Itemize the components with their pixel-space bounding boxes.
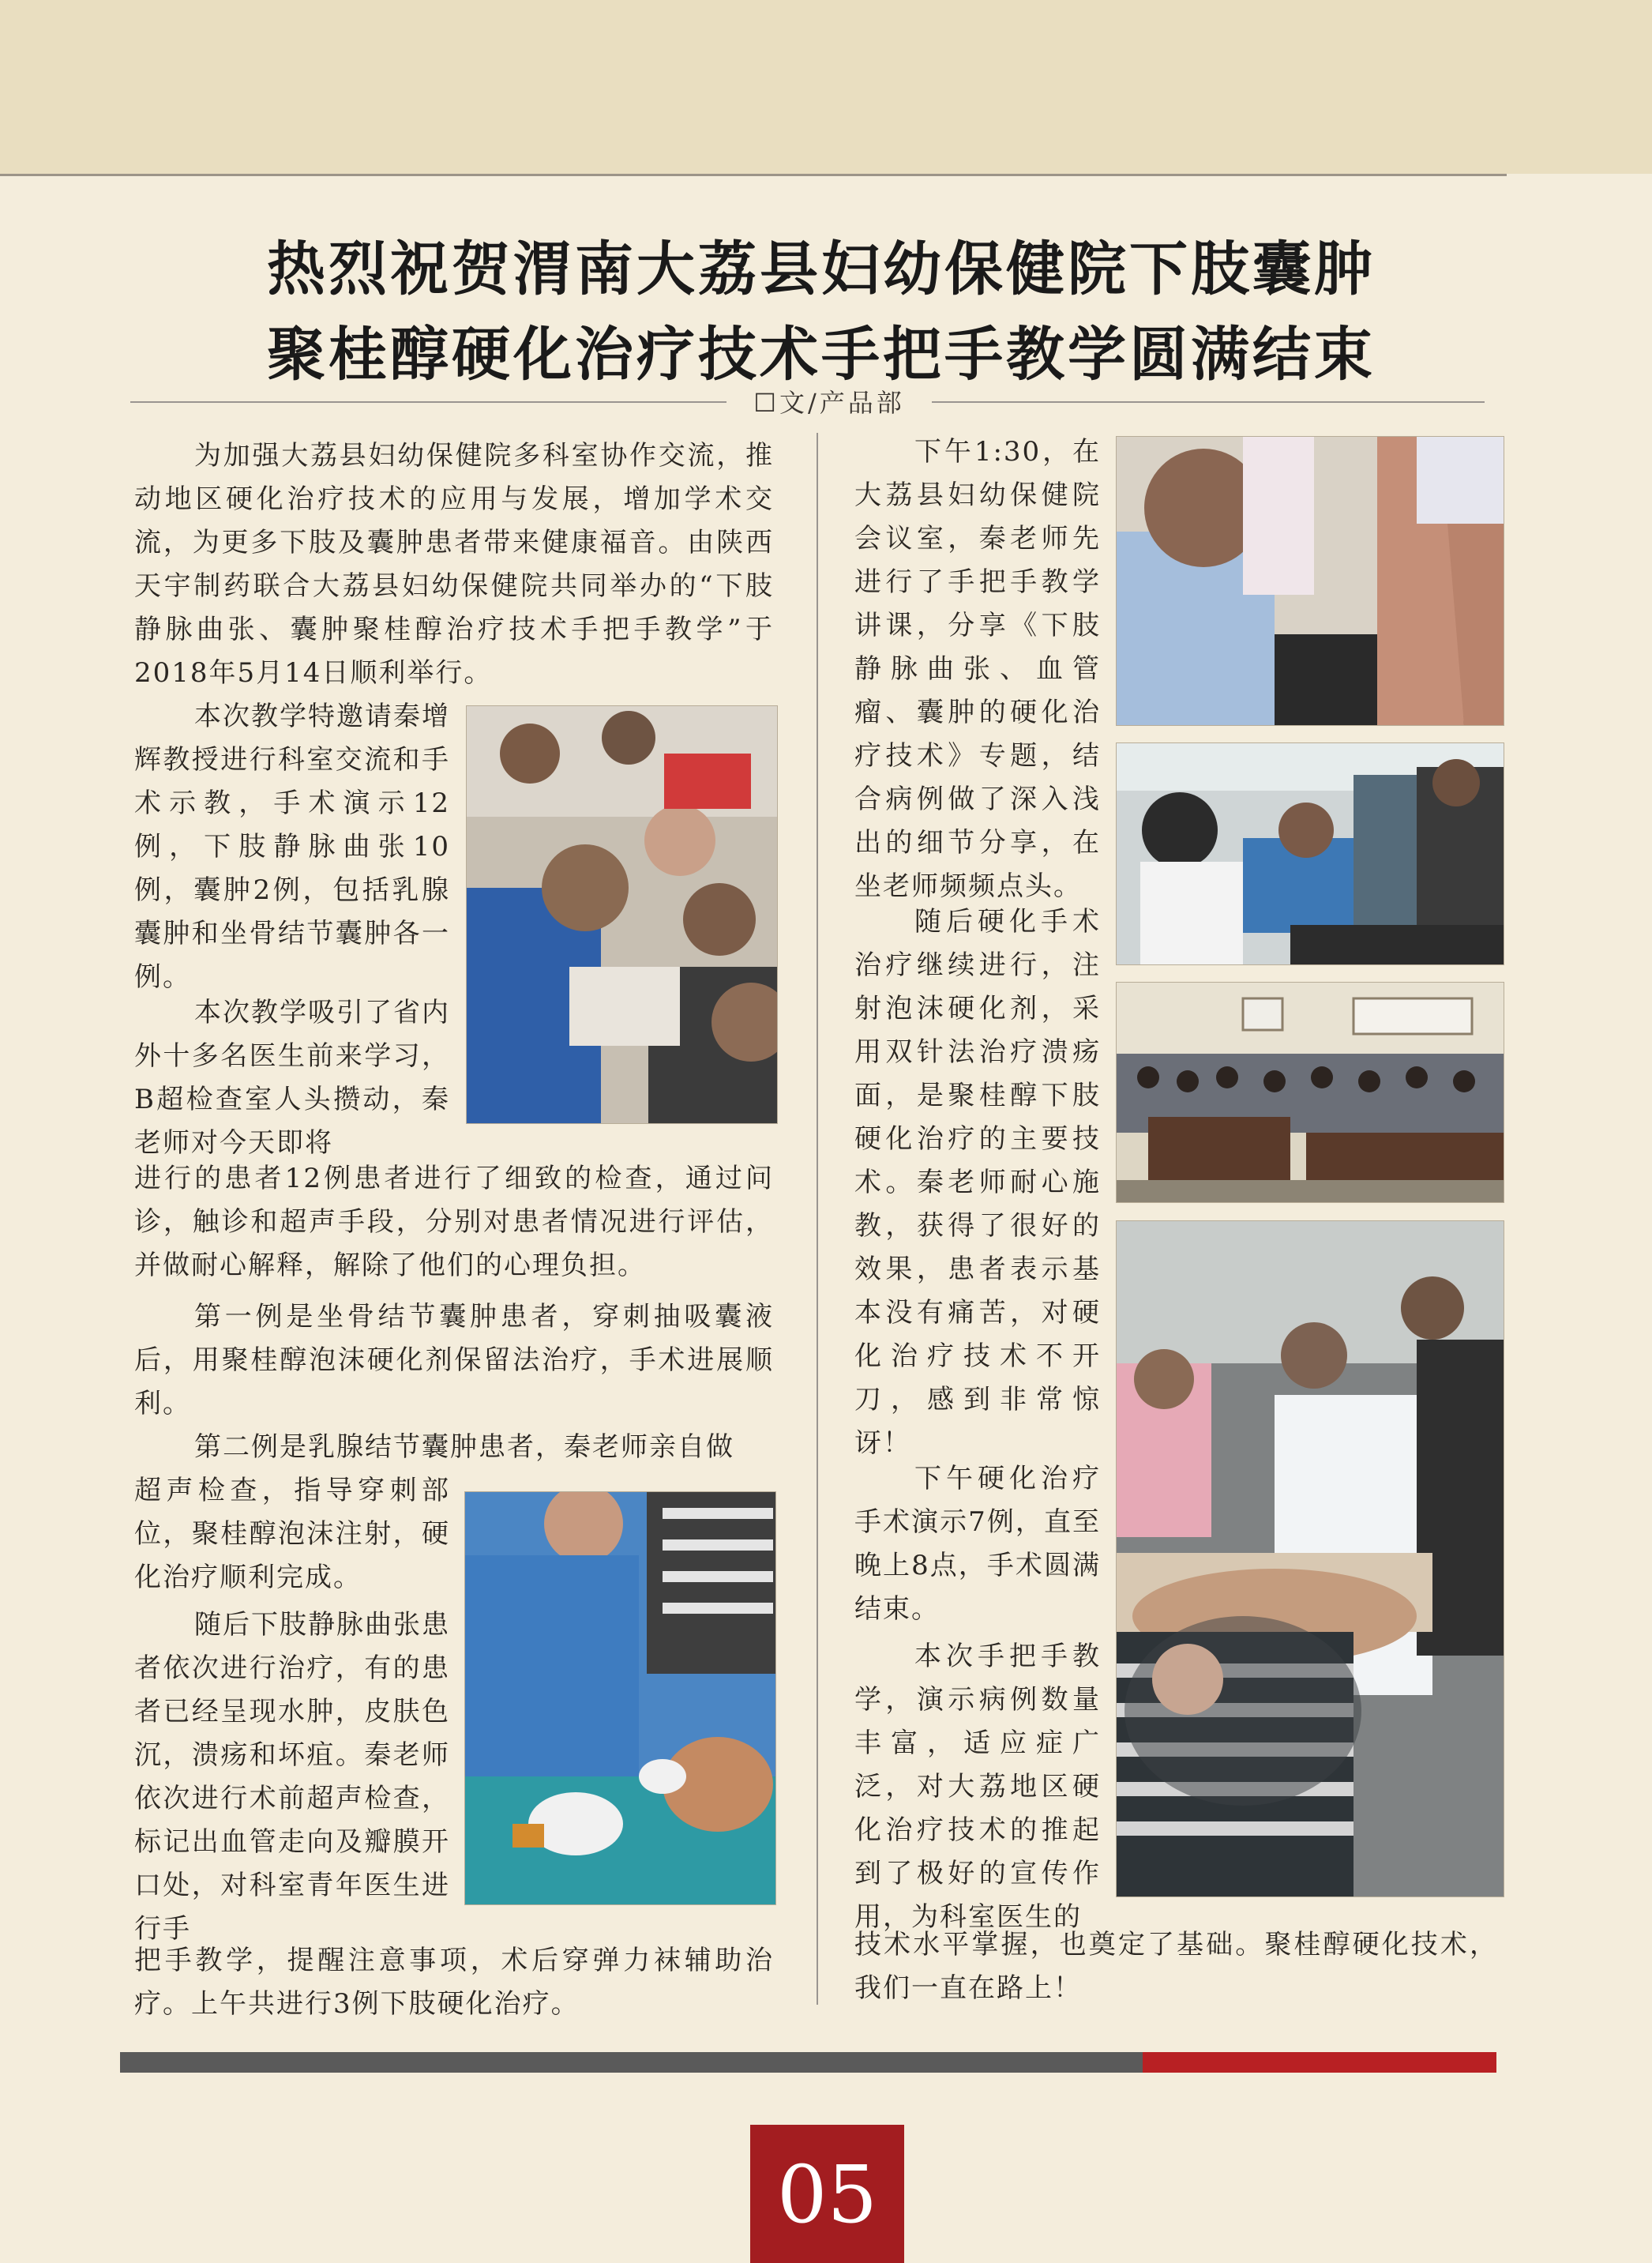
photo-teaching-crowd: [466, 705, 778, 1124]
page-number-box: [750, 2125, 904, 2263]
paragraph-intro: 为加强大荔县妇幼保健院多科室协作交流，推动地区硬化治疗技术的应用与发展，增加学术交流，为更多下肢及囊肿患者带来健康福音。由陕西天宇制药联合大荔县妇幼保健院共同举办的“下肢静脉曲张、囊肿聚桂醇治疗技术手把手教学”于2018年5月14日顺利举行。: [134, 440, 774, 689]
paragraph-afternoon-lecture: 下午1:30，在大荔县妇幼保健院会议室，秦老师先进行了手把手教学讲课，分享《下肢静脉曲张、血管瘤、囊肿的硬化治疗技术》专题，结合病例做了深入浅出的细节分享，在坐老师频频点头。: [854, 436, 1101, 902]
paragraph-varicose-a: 随后下肢静脉曲张患者依次进行治疗，有的患者已经呈现水肿，皮肤色沉，溃疡和坏疽。秦老师依次进行术前超声检查，标记出血管走向及瓣膜开口处，对科室青年医生进行手: [134, 1609, 450, 1945]
photo-leg-marking: [1116, 436, 1504, 726]
footer-bar-grey: [120, 2052, 1143, 2073]
paragraph-afternoon-cases: 下午硬化治疗手术演示7例，直至晚上8点，手术圆满结束。: [854, 1463, 1101, 1625]
article-title-line-1: 热烈祝贺渭南大荔县妇幼保健院下肢囊肿: [267, 235, 1376, 303]
column-divider: [817, 433, 818, 2005]
byline-rule-left: [130, 401, 727, 403]
byline-rule-right: [932, 401, 1485, 403]
photo-breast-procedure: [464, 1491, 776, 1905]
paragraph-varicose-b: 把手教学，提醒注意事项，术后穿弹力袜辅助治疗。上午共进行3例下肢硬化治疗。: [134, 1945, 774, 2020]
paragraph-summary-b: 技术水平掌握，也奠定了基础。聚桂醇硬化技术，我们一直在路上！: [854, 1929, 1498, 2004]
footer-bar-red: [1143, 2052, 1496, 2073]
paragraph-case-2-a: 第二例是乳腺结节囊肿患者，秦老师亲自做: [194, 1431, 734, 1463]
paragraph-invitation: 本次教学特邀请秦增辉教授进行科室交流和手术示教，手术演示12例，下肢静脉曲张10例，囊肿2例，包括乳腺囊肿和坐骨结节囊肿各一例。: [134, 701, 450, 993]
photo-varicose-treatment: [1116, 1220, 1504, 1897]
photo-lecture-room: [1116, 982, 1504, 1203]
byline: ☐文/产品部: [753, 388, 905, 418]
header-rule: [0, 174, 1507, 176]
paragraph-attendance-a: 本次教学吸引了省内外十多名医生前来学习，B超检查室人头攒动，秦老师对今天即将: [134, 997, 450, 1159]
photo-surgery-team: [1116, 742, 1504, 965]
paragraph-case-1: 第一例是坐骨结节囊肿患者，穿刺抽吸囊液后，用聚桂醇泡沫硬化剂保留法治疗，手术进展顺利。: [134, 1301, 774, 1419]
paragraph-attendance-b: 进行的患者12例患者进行了细致的检查，通过问诊，触诊和超声手段，分别对患者情况进行评估，并做耐心解释，解除了他们的心理负担。: [134, 1163, 774, 1281]
paragraph-double-needle: 随后硬化手术治疗继续进行，注射泡沫硬化剂，采用双针法治疗溃疡面，是聚桂醇下肢硬化治疗的主要技术。秦老师耐心施教，获得了很好的效果，患者表示基本没有痛苦，对硬化治疗技术不开刀，感到非常惊讶！: [854, 906, 1101, 1459]
header-band: [0, 0, 1652, 174]
page-number: 05: [776, 2148, 878, 2241]
paragraph-case-2-b: 超声检查，指导穿刺部位，聚桂醇泡沫注射，硬化治疗顺利完成。: [134, 1475, 450, 1593]
article-title-line-2: 聚桂醇硬化治疗技术手把手教学圆满结束: [267, 321, 1376, 389]
paragraph-summary-a: 本次手把手教学，演示病例数量丰富，适应症广泛，对大荔地区硬化治疗技术的推起到了极好的宣传作用，为科室医生的: [854, 1641, 1101, 1933]
